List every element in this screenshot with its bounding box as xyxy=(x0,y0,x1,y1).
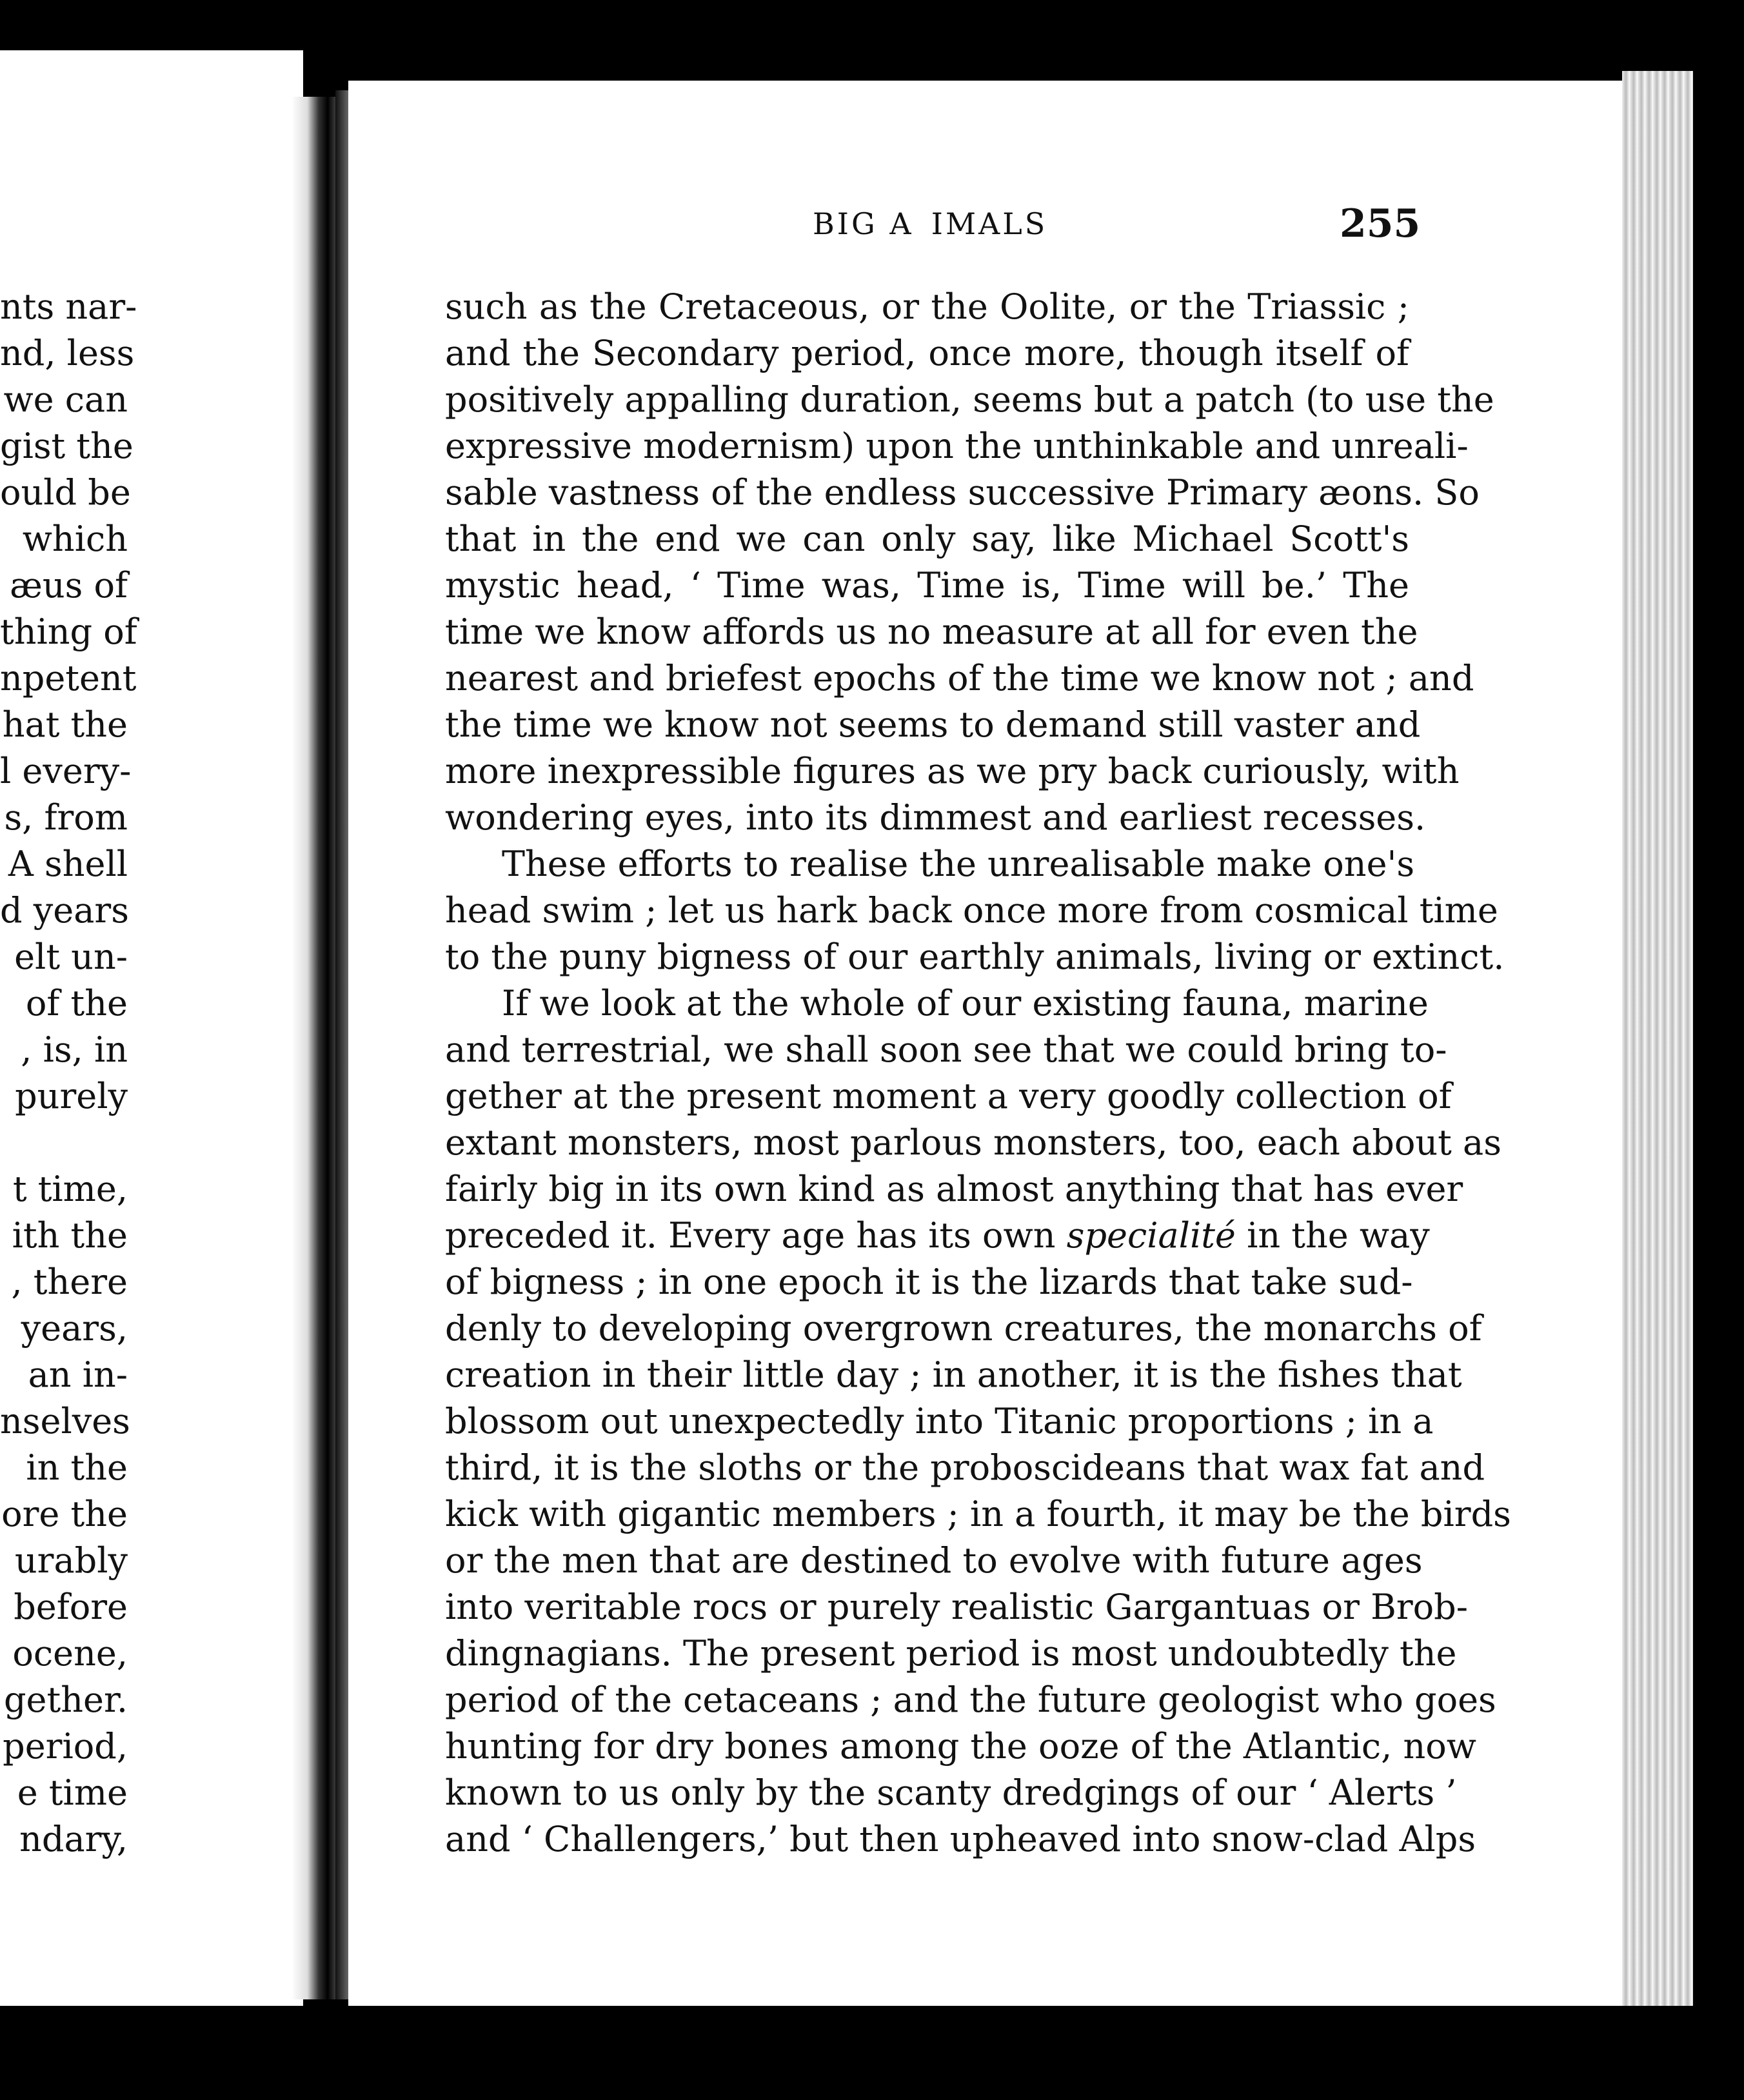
left-page-line: ocene, xyxy=(12,1633,128,1674)
left-page-line: purely xyxy=(15,1076,128,1116)
left-page-line: years, xyxy=(21,1308,128,1349)
scan-bottom-margin xyxy=(0,2006,1744,2100)
left-page-line: , is, in xyxy=(21,1029,128,1070)
page-number: 255 xyxy=(1340,201,1421,246)
left-page-line: which xyxy=(22,519,128,559)
body-line: fairly big in its own kind as almost anything that has ever xyxy=(445,1169,1463,1209)
page-header xyxy=(439,201,1421,258)
body-line: and terrestrial, we shall soon see that we could bring to- xyxy=(445,1029,1447,1070)
left-page-line: before xyxy=(14,1587,128,1627)
body-line-text: in the way xyxy=(1247,1215,1430,1256)
body-line: positively appalling duration, seems but a patch (to use the xyxy=(445,379,1494,420)
italic-term: specialité xyxy=(1066,1215,1236,1256)
body-line: extant monsters, most parlous monsters, too, each about as xyxy=(445,1122,1501,1163)
body-line: into veritable rocs or purely realistic Gargantuas or Brob- xyxy=(445,1587,1468,1627)
left-page-line: period, xyxy=(3,1726,128,1767)
left-page-line: urably xyxy=(14,1540,128,1581)
left-page-line: thing of xyxy=(0,611,137,652)
body-line: hunting for dry bones among the ooze of the Atlantic, now xyxy=(445,1726,1476,1767)
body-line: sable vastness of the endless successive Primary æons. So xyxy=(445,472,1480,513)
body-line: dingnagians. The present period is most undoubtedly the xyxy=(445,1633,1457,1674)
body-line: more inexpressible figures as we pry back curiously, with xyxy=(445,751,1460,791)
body-line: nearest and briefest epochs of the time we know not ; and xyxy=(445,658,1474,698)
left-page-line: d years xyxy=(0,890,129,931)
left-page-line: hat the xyxy=(2,704,128,745)
left-page-line: A shell xyxy=(8,844,128,884)
body-line: such as the Cretaceous, or the Oolite, or the Triassic ; xyxy=(445,286,1409,327)
left-page-line: an in- xyxy=(28,1354,128,1395)
left-page-line: l every- xyxy=(0,751,132,791)
left-page-line xyxy=(0,1120,128,1166)
left-page-line: ore the xyxy=(1,1494,128,1534)
left-page-line: nd, less xyxy=(0,333,135,373)
body-line: kick with gigantic members ; in a fourth, it may be the birds xyxy=(445,1494,1511,1534)
body-line: mystic head, ‘ Time was, Time is, Time will be.’ The xyxy=(445,565,1409,606)
left-page-gutter xyxy=(292,97,337,1999)
body-text xyxy=(445,284,1511,1863)
body-line-text: preceded it. Every age has its own xyxy=(445,1215,1056,1256)
body-line: and ‘ Challengers,’ but then upheaved into snow-clad Alps xyxy=(445,1819,1476,1859)
body-line: If we look at the whole of our existing fauna, marine xyxy=(502,983,1429,1024)
body-line: that in the end we can only say, like Michael Scott's xyxy=(445,519,1409,559)
left-page-line: æus of xyxy=(10,565,128,606)
left-page-line: ndary, xyxy=(19,1819,128,1859)
body-line: blossom out unexpectedly into Titanic proportions ; in a xyxy=(445,1401,1434,1441)
left-page-line: npetent xyxy=(0,658,137,698)
left-page-line: ith the xyxy=(12,1215,128,1256)
body-line: third, it is the sloths or the proboscideans that wax fat and xyxy=(445,1447,1485,1488)
body-line xyxy=(445,1213,1430,1259)
left-page-line: gether. xyxy=(3,1679,128,1720)
body-line: of bigness ; in one epoch it is the lizards that take sud- xyxy=(445,1262,1413,1302)
left-page-line: e time xyxy=(17,1772,128,1813)
left-page-line: s, from xyxy=(4,797,128,838)
body-line: the time we know not seems to demand still vaster and xyxy=(445,704,1421,745)
body-line: expressive modernism) upon the unthinkable and unreali- xyxy=(445,426,1469,466)
left-page-line: we can xyxy=(3,379,128,420)
left-page-line: t time, xyxy=(12,1169,128,1209)
left-page-line: elt un- xyxy=(14,936,128,977)
left-page-line: nts nar- xyxy=(0,286,137,327)
body-line: to the puny bigness of our earthly animals, living or extinct. xyxy=(445,936,1505,977)
body-line: creation in their little day ; in another, it is the fishes that xyxy=(445,1354,1462,1395)
body-line: denly to developing overgrown creatures, the monarchs of xyxy=(445,1308,1482,1349)
left-page-line: of the xyxy=(25,983,128,1024)
left-page-line: ould be xyxy=(0,472,131,513)
left-page-line: gist the xyxy=(0,426,134,466)
page-stack-edge xyxy=(1622,71,1693,2012)
body-line: time we know affords us no measure at all for even the xyxy=(445,611,1418,652)
body-line: period of the cetaceans ; and the future geologist who goes xyxy=(445,1679,1496,1720)
body-line: gether at the present moment a very goodly collection of xyxy=(445,1076,1452,1116)
body-line: or the men that are destined to evolve with future ages xyxy=(445,1540,1423,1581)
body-line: known to us only by the scanty dredgings of our ‘ Alerts ’ xyxy=(445,1772,1457,1813)
running-head: BIG A IMALS xyxy=(813,206,1048,241)
body-line: and the Secondary period, once more, though itself of xyxy=(445,333,1409,373)
body-line: These efforts to realise the unrealisable make one's xyxy=(502,844,1415,884)
left-page-line: in the xyxy=(26,1447,128,1488)
body-line: wondering eyes, into its dimmest and earliest recesses. xyxy=(445,797,1426,838)
body-line: head swim ; let us hark back once more from cosmical time xyxy=(445,890,1498,931)
left-page-line: nselves xyxy=(0,1401,130,1441)
facing-page-text xyxy=(0,284,137,1863)
left-page-line: , there xyxy=(11,1262,128,1302)
